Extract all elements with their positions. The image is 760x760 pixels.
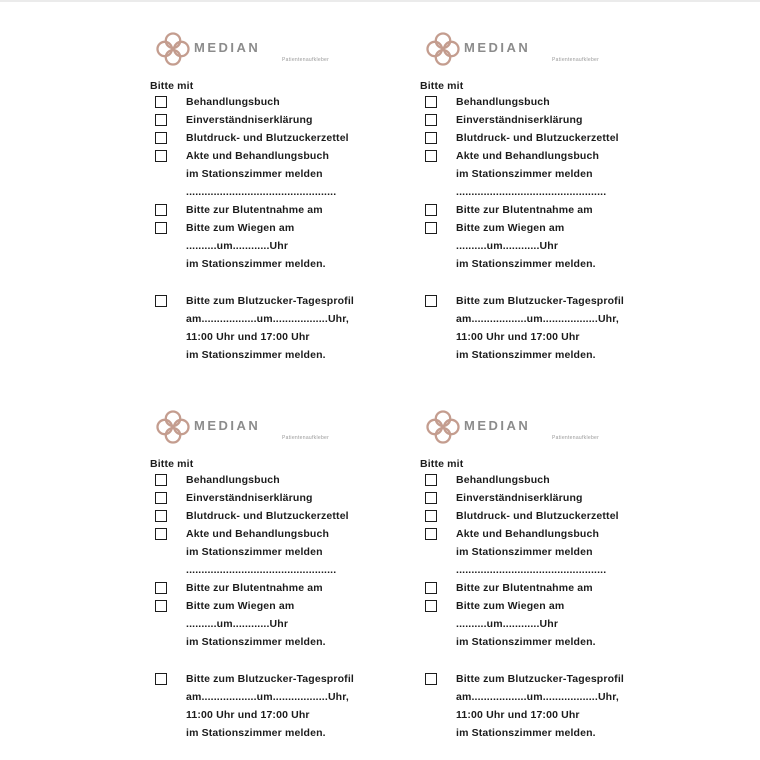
- row-label: 11:00 Uhr und 17:00 Uhr: [186, 709, 310, 721]
- fill-in-time-row: [420, 615, 665, 633]
- checkbox[interactable]: [155, 492, 167, 504]
- checklist-row: [150, 292, 395, 310]
- patient-sticker-label: Patientenaufkleber: [282, 57, 330, 63]
- row-label: am..................um..................Uhr,: [186, 313, 349, 325]
- row-label: am..................um..................Uhr,: [186, 691, 349, 703]
- checkbox[interactable]: [155, 474, 167, 486]
- row-label: Blutdruck- und Blutzuckerzettel: [186, 510, 349, 522]
- checkbox-spacer: [425, 258, 437, 270]
- dotted-separator-row: [150, 561, 395, 579]
- row-label: Einverständniserklärung: [456, 492, 583, 504]
- row-label: Bitte zum Blutzucker-Tagesprofil: [186, 673, 354, 685]
- checklist-row: [420, 93, 665, 111]
- checklist-row: [150, 328, 395, 346]
- dotted-separator-row: [420, 183, 665, 201]
- checklist-row: [150, 346, 395, 364]
- row-label: Akte und Behandlungsbuch: [456, 150, 600, 162]
- checkbox-spacer: [155, 691, 167, 703]
- checkbox-spacer: [425, 313, 437, 325]
- fill-in-time-row: [150, 237, 395, 255]
- row-label: im Stationszimmer melden.: [456, 727, 596, 739]
- row-label: Behandlungsbuch: [186, 96, 280, 108]
- brand-name: MEDIAN: [194, 40, 261, 55]
- row-label: 11:00 Uhr und 17:00 Uhr: [456, 709, 580, 721]
- logo-row: [150, 30, 395, 68]
- row-label: Bitte zur Blutentnahme am: [456, 582, 593, 594]
- form-copy-1: [150, 30, 395, 378]
- row-label: 11:00 Uhr und 17:00 Uhr: [186, 331, 310, 343]
- median-clover-icon: [426, 410, 460, 444]
- logo-row: [420, 408, 665, 446]
- form-intro: Bitte mit: [420, 80, 464, 92]
- fill-in-time-row: [420, 688, 665, 706]
- checklist-row: [150, 525, 395, 543]
- form-intro: Bitte mit: [420, 458, 464, 470]
- checklist-row: [150, 670, 395, 688]
- checkbox[interactable]: [425, 673, 437, 685]
- checkbox[interactable]: [155, 295, 167, 307]
- checklist-row: [420, 255, 665, 273]
- row-label: Bitte zum Wiegen am: [456, 600, 565, 612]
- row-label: Bitte zum Wiegen am: [186, 222, 295, 234]
- row-label: Bitte zum Blutzucker-Tagesprofil: [456, 295, 624, 307]
- checkbox: [155, 546, 167, 558]
- checklist: [150, 93, 395, 364]
- row-label: im Stationszimmer melden.: [456, 349, 596, 361]
- checkbox[interactable]: [425, 510, 437, 522]
- row-label: ..........um............Uhr: [456, 618, 559, 630]
- row-label: Akte und Behandlungsbuch: [456, 528, 600, 540]
- dotted-fill-line: .................................................: [186, 186, 337, 198]
- row-label: Einverständniserklärung: [186, 492, 313, 504]
- checkbox[interactable]: [425, 474, 437, 486]
- checkbox-spacer: [155, 618, 167, 630]
- row-label: Bitte zum Wiegen am: [186, 600, 295, 612]
- brand-name: MEDIAN: [194, 418, 261, 433]
- checklist-row: [150, 633, 395, 651]
- checklist-row: [420, 129, 665, 147]
- checklist-row: [420, 579, 665, 597]
- brand-name: MEDIAN: [464, 40, 531, 55]
- checklist-row: [150, 724, 395, 742]
- checkbox[interactable]: [425, 582, 437, 594]
- checkbox-spacer: [155, 313, 167, 325]
- checkbox[interactable]: [425, 204, 437, 216]
- checkbox[interactable]: [155, 528, 167, 540]
- checklist-row: [420, 489, 665, 507]
- row-label: Akte und Behandlungsbuch: [186, 528, 330, 540]
- row-label: Einverständniserklärung: [456, 114, 583, 126]
- dotted-fill-line: .................................................: [456, 186, 607, 198]
- checklist-row: [150, 543, 395, 561]
- checkbox-spacer: [155, 709, 167, 721]
- checkbox-spacer: [425, 727, 437, 739]
- checklist-row: [150, 706, 395, 724]
- row-label: im Stationszimmer melden.: [186, 727, 326, 739]
- row-label: im Stationszimmer melden.: [456, 258, 596, 270]
- checkbox[interactable]: [155, 204, 167, 216]
- checklist-row: [420, 633, 665, 651]
- median-clover-icon: [426, 32, 460, 66]
- fill-in-time-row: [420, 310, 665, 328]
- row-label: Bitte zur Blutentnahme am: [186, 582, 323, 594]
- row-label: im Stationszimmer melden.: [456, 636, 596, 648]
- dotted-separator-row: [150, 183, 395, 201]
- row-label: Blutdruck- und Blutzuckerzettel: [186, 132, 349, 144]
- checkbox: [425, 546, 437, 558]
- row-label: im Stationszimmer melden: [186, 168, 323, 180]
- checkbox-spacer: [425, 691, 437, 703]
- checkbox[interactable]: [155, 600, 167, 612]
- fill-in-time-row: [150, 310, 395, 328]
- checkbox[interactable]: [155, 132, 167, 144]
- checkbox-spacer: [425, 636, 437, 648]
- checkbox[interactable]: [425, 150, 437, 162]
- dotted-fill-line: .................................................: [186, 564, 337, 576]
- row-label: im Stationszimmer melden: [456, 168, 593, 180]
- checkbox: [425, 168, 437, 180]
- checkbox-spacer: [425, 240, 437, 252]
- checkbox[interactable]: [155, 96, 167, 108]
- checklist-row: [150, 597, 395, 615]
- checklist-row: [420, 543, 665, 561]
- checkbox-spacer: [155, 240, 167, 252]
- patient-sticker-label: Patientenaufkleber: [552, 435, 600, 441]
- checklist-row: [150, 507, 395, 525]
- row-label: Einverständniserklärung: [186, 114, 313, 126]
- checklist-row: [420, 147, 665, 165]
- row-label: ..........um............Uhr: [186, 618, 289, 630]
- median-clover-icon: [156, 32, 190, 66]
- checkbox: [155, 168, 167, 180]
- row-label: ..........um............Uhr: [186, 240, 289, 252]
- checklist-row: [420, 201, 665, 219]
- row-label: im Stationszimmer melden.: [186, 258, 326, 270]
- checkbox-spacer: [155, 727, 167, 739]
- checkbox[interactable]: [425, 295, 437, 307]
- checklist-row: [150, 165, 395, 183]
- checkbox[interactable]: [155, 582, 167, 594]
- checkbox-spacer: [425, 618, 437, 630]
- checkbox-spacer: [425, 349, 437, 361]
- checklist: [420, 93, 665, 364]
- checkbox-spacer: [155, 349, 167, 361]
- checkbox[interactable]: [425, 492, 437, 504]
- row-label: im Stationszimmer melden.: [186, 636, 326, 648]
- form-copy-3: [150, 408, 395, 756]
- row-label: im Stationszimmer melden: [456, 546, 593, 558]
- checkbox[interactable]: [425, 96, 437, 108]
- row-label: Bitte zur Blutentnahme am: [456, 204, 593, 216]
- logo-row: [150, 408, 395, 446]
- checkbox-spacer: [155, 636, 167, 648]
- checklist-row: [420, 111, 665, 129]
- checklist-row: [420, 670, 665, 688]
- checkbox[interactable]: [425, 528, 437, 540]
- checkbox-spacer: [155, 186, 167, 198]
- row-label: Akte und Behandlungsbuch: [186, 150, 330, 162]
- checkbox-spacer: [425, 709, 437, 721]
- checklist: [150, 471, 395, 742]
- patient-sticker-label: Patientenaufkleber: [552, 57, 600, 63]
- form-copy-2: [420, 30, 665, 378]
- checklist-row: [420, 165, 665, 183]
- checklist-row: [150, 129, 395, 147]
- row-label: am..................um..................Uhr,: [456, 691, 619, 703]
- checkbox[interactable]: [425, 600, 437, 612]
- patient-sticker-label: Patientenaufkleber: [282, 435, 330, 441]
- checklist-row: [420, 346, 665, 364]
- checklist-row: [420, 525, 665, 543]
- row-label: Behandlungsbuch: [456, 474, 550, 486]
- fill-in-time-row: [150, 688, 395, 706]
- fill-in-time-row: [420, 237, 665, 255]
- checkbox[interactable]: [155, 222, 167, 234]
- checklist-row: [150, 93, 395, 111]
- checklist-row: [150, 201, 395, 219]
- checklist-row: [150, 579, 395, 597]
- checkbox[interactable]: [425, 114, 437, 126]
- checklist-row: [420, 219, 665, 237]
- checkbox-spacer: [155, 331, 167, 343]
- checklist-row: [420, 292, 665, 310]
- row-label: Bitte zur Blutentnahme am: [186, 204, 323, 216]
- row-label: ..........um............Uhr: [456, 240, 559, 252]
- form-intro: Bitte mit: [150, 458, 194, 470]
- checklist-row: [420, 471, 665, 489]
- checkbox[interactable]: [155, 150, 167, 162]
- row-label: Behandlungsbuch: [456, 96, 550, 108]
- checklist-row: [150, 147, 395, 165]
- fill-in-time-row: [150, 615, 395, 633]
- checklist-row: [420, 706, 665, 724]
- dotted-fill-line: .................................................: [456, 564, 607, 576]
- checklist-row: [150, 111, 395, 129]
- row-label: im Stationszimmer melden.: [186, 349, 326, 361]
- brand-name: MEDIAN: [464, 418, 531, 433]
- checkbox[interactable]: [155, 673, 167, 685]
- form-copy-4: [420, 408, 665, 756]
- checklist-row: [150, 489, 395, 507]
- row-label: Bitte zum Blutzucker-Tagesprofil: [456, 673, 624, 685]
- row-label: Blutdruck- und Blutzuckerzettel: [456, 510, 619, 522]
- dotted-separator-row: [420, 561, 665, 579]
- checkbox[interactable]: [425, 132, 437, 144]
- row-label: im Stationszimmer melden: [186, 546, 323, 558]
- checkbox[interactable]: [155, 510, 167, 522]
- checklist-row: [150, 255, 395, 273]
- row-label: 11:00 Uhr und 17:00 Uhr: [456, 331, 580, 343]
- form-intro: Bitte mit: [150, 80, 194, 92]
- checklist-row: [150, 219, 395, 237]
- row-label: Bitte zum Blutzucker-Tagesprofil: [186, 295, 354, 307]
- checkbox[interactable]: [425, 222, 437, 234]
- checklist: [420, 471, 665, 742]
- checklist-row: [420, 507, 665, 525]
- checkbox-spacer: [425, 186, 437, 198]
- checklist-row: [420, 328, 665, 346]
- median-clover-icon: [156, 410, 190, 444]
- checkbox-spacer: [155, 564, 167, 576]
- row-label: am..................um..................Uhr,: [456, 313, 619, 325]
- checklist-row: [150, 471, 395, 489]
- logo-row: [420, 30, 665, 68]
- checklist-row: [420, 724, 665, 742]
- row-label: Behandlungsbuch: [186, 474, 280, 486]
- checkbox-spacer: [155, 258, 167, 270]
- checkbox-spacer: [425, 331, 437, 343]
- checkbox-spacer: [425, 564, 437, 576]
- checkbox[interactable]: [155, 114, 167, 126]
- checklist-row: [420, 597, 665, 615]
- row-label: Bitte zum Wiegen am: [456, 222, 565, 234]
- row-label: Blutdruck- und Blutzuckerzettel: [456, 132, 619, 144]
